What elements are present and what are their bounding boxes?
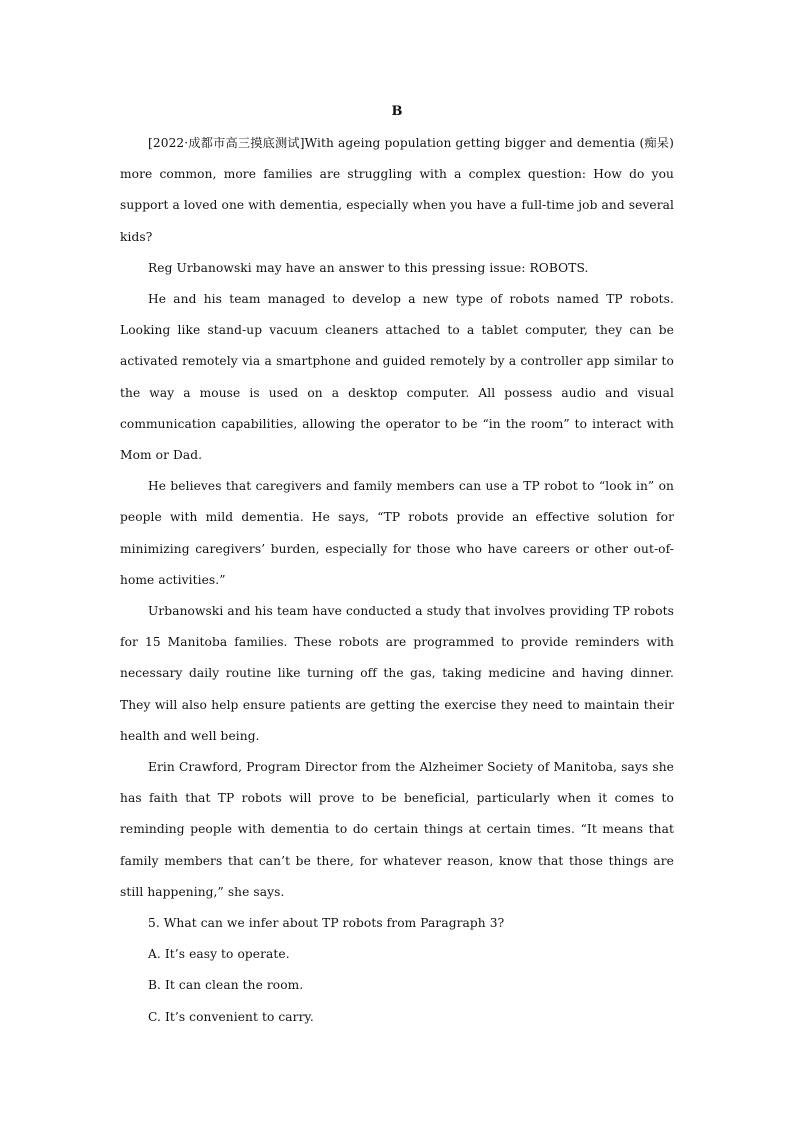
passage-body [120,128,674,1033]
option-b: B. It can clean the room. [148,978,304,993]
paragraph-answer: Reg Urbanowski may have an answer to this pressing issue: ROBOTS. [148,260,589,275]
paragraph-robot-description: He and his team managed to develop a new type of robots named TP robots. Looking like stand-up vacuum cleaners attached to a tablet computer, they can be activated remotely via a smartphone and guided remotely by a controller app similar to the way a mouse is used on a desktop computer. All possess audio and visual communication capabilities, allowing the operator to be “in the room” to interact with Mom or Dad. [120,292,674,463]
paragraph-intro: [2022·成都市高三摸底测试]With ageing population getting bigger and dementia (痴呆) more common, more families are struggling with a complex question: How do you support a loved one with dementia, especially when you have a full-time job and several kids? [120,136,674,244]
paragraph-caregiver-quote: He believes that caregivers and family members can use a TP robot to “look in” on people with mild dementia. He says, “TP robots provide an effective solution for minimizing caregivers’ burden, especially for those who have careers or other out-of-home activities.” [120,479,674,587]
section-label: B [391,104,403,119]
question-stem: 5. What can we infer about TP robots from Paragraph 3? [148,916,505,931]
paragraph-crawford-quote: Erin Crawford, Program Director from the Alzheimer Society of Manitoba, says she has faith that TP robots will prove to be beneficial, particularly when it comes to reminding people with dementia to do certain things at certain times. “It means that family members that can’t be there, for whatever reason, know that those things are still happening,” she says. [120,760,674,899]
paragraph-study: Urbanowski and his team have conducted a study that involves providing TP robots for 15 Manitoba families. These robots are programmed to provide reminders with necessary daily routine like turning off the gas, taking medicine and having dinner. They will also help ensure patients are getting the exercise they need to maintain their health and well being. [120,604,674,743]
option-a: A. It’s easy to operate. [148,947,290,962]
option-c: C. It’s convenient to carry. [148,1009,314,1024]
